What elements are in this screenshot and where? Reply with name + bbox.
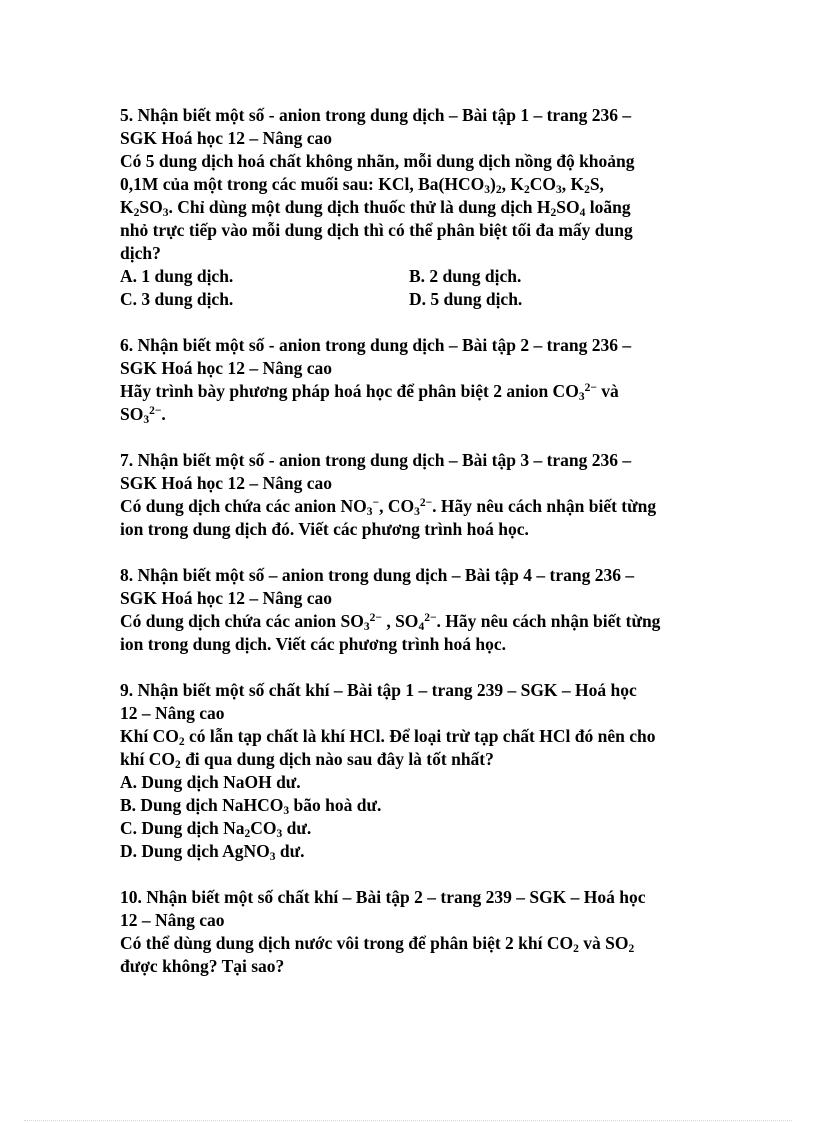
question-9: [120, 679, 700, 863]
question-6-body: Hãy trình bày phương pháp hoá học để phân biệt 2 anion $CO_3^{2-}$ và $SO_3^{2-}$.: [120, 381, 619, 426]
question-10-title: 10. Nhận biết một số chất khí – Bài tập 2 – trang 239 – SGK – Hoá học 12 – Nâng cao: [120, 887, 646, 930]
option-b: B. Dung dịch NaHCO$_3$ bão hoà dư.: [120, 795, 382, 817]
option-d: D. Dung dịch AgNO$_3$ dư.: [120, 841, 305, 863]
question-6: [120, 334, 700, 426]
question-5-title: 5. Nhận biết một số - anion trong dung dịch – Bài tập 1 – trang 236 – SGK Hoá học 12 – Nâng cao: [120, 105, 632, 148]
question-9-body: Khí $CO_2$ có lẫn tạp chất là khí HCl. Để loại trừ tạp chất HCl đó nên cho khí $CO_2$ đi qua dung dịch nào sau đây là tốt nhất?: [120, 726, 656, 771]
question-5-options: [120, 265, 700, 311]
option-a: A. Dung dịch NaOH dư.: [120, 772, 301, 792]
question-5-body: Có 5 dung dịch hoá chất không nhãn, mỗi dung dịch nồng độ khoảng 0,1M của một trong các muối sau: KCl, $Ba(HCO_3)_2$, $K_2CO_3$, $K_2S$, $K_2SO_3$. Chỉ dùng một dung dịch thuốc thử là dung dịch $H_2SO_4$ loãng nhỏ trực tiếp vào mỗi dung dịch thì có thể phân biệt tối đa mấy dung dịch?: [120, 151, 635, 263]
option-b: B. 2 dung dịch.: [409, 266, 522, 286]
question-8-body: Có dung dịch chứa các anion $SO_3^{2-}$ , $SO_4^{2-}$. Hãy nêu cách nhận biết từng ion trong dung dịch. Viết các phương trình hoá học.: [120, 611, 661, 654]
page-bottom-divider: [24, 1120, 792, 1121]
document-content: [120, 104, 700, 1001]
question-8: [120, 564, 700, 656]
question-9-title: 9. Nhận biết một số chất khí – Bài tập 1 – trang 239 – SGK – Hoá học 12 – Nâng cao: [120, 680, 637, 723]
question-7-title: 7. Nhận biết một số - anion trong dung dịch – Bài tập 3 – trang 236 – SGK Hoá học 12 – Nâng cao: [120, 450, 632, 493]
option-c: C. Dung dịch $Na_2CO_3$ dư.: [120, 818, 312, 840]
option-c: C. 3 dung dịch.: [120, 289, 234, 309]
question-6-title: 6. Nhận biết một số - anion trong dung dịch – Bài tập 2 – trang 236 – SGK Hoá học 12 – Nâng cao: [120, 335, 632, 378]
question-5: [120, 104, 700, 311]
question-9-options: [120, 771, 700, 863]
question-7: [120, 449, 700, 541]
question-7-body: Có dung dịch chứa các anion $NO_3^-$, $CO_3^{2-}$. Hãy nêu cách nhận biết từng ion trong dung dịch đó. Viết các phương trình hoá học.: [120, 496, 657, 539]
question-8-title: 8. Nhận biết một số – anion trong dung dịch – Bài tập 4 – trang 236 – SGK Hoá học 12 – Nâng cao: [120, 565, 635, 608]
option-d: D. 5 dung dịch.: [409, 289, 523, 309]
option-a: A. 1 dung dịch.: [120, 266, 234, 286]
question-10: [120, 886, 700, 978]
question-10-body: Có thể dùng dung dịch nước vôi trong để phân biệt 2 khí $CO_2$ và $SO_2$ được không? Tại sao?: [120, 933, 635, 976]
